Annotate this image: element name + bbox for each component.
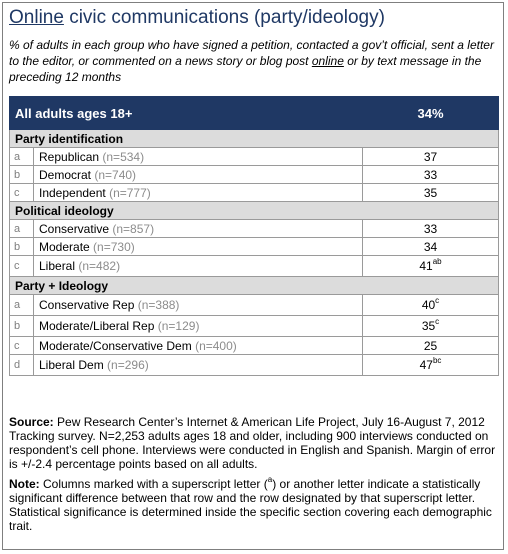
table-row [10,355,499,376]
note-label: Note: [9,477,40,491]
note-sup-letter: a [267,475,273,484]
row-letter: c [10,184,34,202]
row-value-cell [363,184,499,202]
row-value: 34 [423,239,438,254]
data-table [9,96,499,376]
row-value: 25 [423,338,438,353]
title-underlined: Online [9,7,64,28]
header-value: 34% [363,97,499,130]
row-value-cell [363,166,499,184]
row-label-cell [34,295,363,316]
table-row [10,238,499,256]
row-sample-size: (n=388) [137,298,180,312]
table-row [10,220,499,238]
row-value: 37 [423,149,438,164]
row-value-cell [363,238,499,256]
row-sample-size: (n=482) [78,259,121,273]
row-label-cell [34,148,363,166]
row-letter: b [10,316,34,337]
row-value-cell [363,316,499,337]
section-title: Party + Ideology [10,277,499,295]
row-significance-sup: c [435,296,440,305]
row-value-cell [363,220,499,238]
significance-note [9,477,499,533]
row-sample-size: (n=740) [94,167,137,182]
row-label: Liberal [39,259,76,273]
table-row [10,148,499,166]
notes [9,415,499,539]
row-label: Moderate/Liberal Rep [39,319,155,333]
section-header-row [10,277,499,295]
row-value-cell [363,295,499,316]
source-note [9,415,499,471]
row-label: Republican [39,149,100,164]
row-significance-sup: c [435,317,440,326]
row-letter: c [10,337,34,355]
row-value-cell [363,256,499,277]
subtitle-underlined: online [311,54,344,68]
row-letter: d [10,355,34,376]
table-row [10,166,499,184]
note-text-after: ) or another letter indicate a statistically significant difference between that row and the row designated by that superscript letter. Statistical significance is determined inside the specific section covering each demographic trait. [9,477,492,533]
row-sample-size: (n=296) [107,358,149,372]
section-header-row [10,202,499,220]
row-label-cell [34,355,363,376]
row-sample-size: (n=534) [102,149,145,164]
header-label: All adults ages 18+ [10,97,363,130]
row-letter: a [10,220,34,238]
row-value: 35 [421,319,436,333]
title-rest: civic communications (party/ideology) [63,7,385,28]
row-value: 33 [423,167,438,182]
table-row [10,184,499,202]
row-label-cell [34,166,363,184]
row-value-cell [363,355,499,376]
row-letter: a [10,295,34,316]
subtitle-part1: % of adults in each group who have signed a petition, contacted a gov’t official, sent a letter to the editor, or commented on a news story or blog post [9,38,494,68]
row-label: Conservative Rep [39,298,135,312]
row-significance-sup: bc [432,356,442,365]
row-label-cell [34,184,363,202]
row-label-cell [34,316,363,337]
row-label-cell [34,256,363,277]
table-header-row [10,97,499,130]
row-sample-size: (n=857) [112,221,155,236]
row-label-cell [34,220,363,238]
row-sample-size: (n=129) [157,319,200,333]
row-label: Independent [39,185,106,200]
row-label: Liberal Dem [39,358,104,372]
row-sample-size: (n=777) [109,185,151,200]
source-text: Pew Research Center’s Internet & American Life Project, July 16-August 7, 2012 Tracking survey. N=2,253 adults ages 18 and older, including 900 interviews conducted on respondent’s cell phone. Interviews were conducted in English and Spanish. Margin of error is +/-2.4 percentage points based on all adults. [9,415,496,471]
row-label-cell [34,238,363,256]
row-label-cell [34,337,363,355]
note-text-before: Columns marked with a superscript letter ( [39,477,268,491]
row-letter: b [10,166,34,184]
row-sample-size: (n=730) [93,239,135,254]
row-label: Democrat [39,167,92,182]
row-value: 35 [423,185,438,200]
row-letter: a [10,148,34,166]
row-value: 41 [419,259,433,273]
row-value: 33 [423,221,438,236]
table-row [10,295,499,316]
row-sample-size: (n=400) [195,338,237,353]
row-label: Moderate [39,239,90,254]
row-label: Conservative [39,221,110,236]
row-significance-sup: ab [432,257,442,266]
row-letter: b [10,238,34,256]
subtitle [9,37,501,85]
table-row [10,316,499,337]
section-header-row [10,130,499,148]
row-value: 40 [421,298,436,312]
section-title: Political ideology [10,202,499,220]
subtitle-part2: or by text message in the preceding 12 months [9,54,482,84]
row-label: Moderate/Conservative Dem [39,338,192,353]
page-title [9,7,385,29]
source-label: Source: [9,415,54,429]
row-value-cell [363,148,499,166]
row-value-cell [363,337,499,355]
row-letter: c [10,256,34,277]
table-row [10,337,499,355]
row-value: 47 [419,358,433,372]
section-title: Party identification [10,130,499,148]
table-row [10,256,499,277]
